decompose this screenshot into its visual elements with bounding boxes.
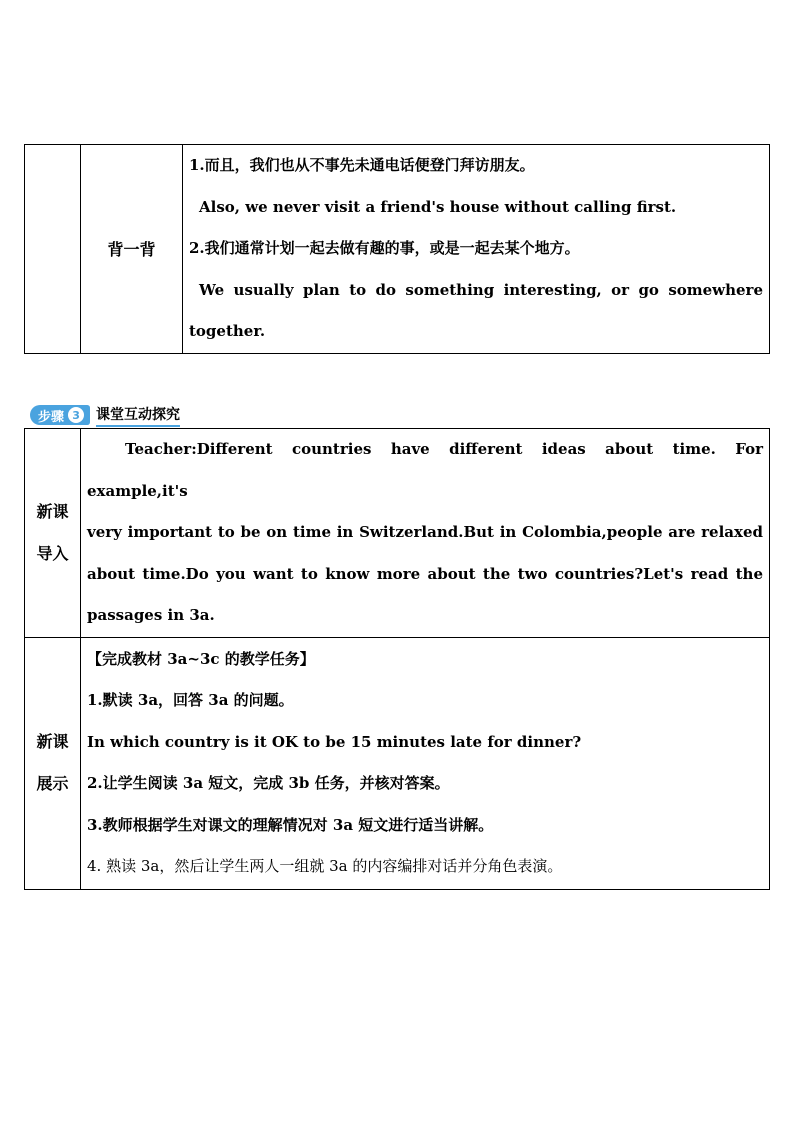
intro-label-line-2: 导入 xyxy=(36,543,69,563)
display-label xyxy=(25,637,81,889)
step-header xyxy=(30,404,180,426)
lesson-table xyxy=(24,428,770,890)
display-row xyxy=(25,637,770,889)
intro-label xyxy=(25,429,81,638)
step-badge xyxy=(30,405,90,425)
recite-content xyxy=(183,145,770,354)
display-line-3: In which country is it OK to be 15 minutes late for dinner? xyxy=(87,732,582,751)
step-prefix: 步骤 xyxy=(38,409,65,425)
display-line-4: 2.让学生阅读 3a 短文，完成 3b 任务，并核对答案。 xyxy=(87,774,450,792)
display-label-line-2: 展示 xyxy=(36,774,69,793)
intro-line-1: Teacher:Different countries have different ideas about time. For example,it's xyxy=(87,440,763,500)
recite-line-1: 1.而且，我们也从不事先未通电话便登门拜访朋友。 xyxy=(189,156,535,174)
recite-line-4: We usually plan to do something interesting, or go somewhere xyxy=(199,280,763,299)
recite-label: 背一背 xyxy=(81,145,183,354)
display-line-5: 3.教师根据学生对课文的理解情况对 3a 短文进行适当讲解。 xyxy=(87,815,494,834)
recite-row xyxy=(25,145,770,354)
intro-content xyxy=(81,429,770,638)
recite-line-5: together. xyxy=(189,322,266,340)
intro-line-2: very important to be on time in Switzerland.But in Colombia,people are relaxed xyxy=(87,523,763,541)
recite-line-3: 2.我们通常计划一起去做有趣的事，或是一起去某个地方。 xyxy=(189,239,580,257)
intro-row xyxy=(25,429,770,638)
empty-cell xyxy=(25,145,81,354)
recite-line-2: Also, we never visit a friend's house without calling first. xyxy=(199,197,677,216)
recite-table xyxy=(24,144,770,354)
intro-line-4: passages in 3a. xyxy=(87,606,215,624)
step-title: 课堂互动探究 xyxy=(96,404,180,427)
step-number: 3 xyxy=(68,407,84,423)
display-line-1: 【完成教材 3a~3c 的教学任务】 xyxy=(87,649,315,668)
intro-label-line-1: 新课 xyxy=(36,501,69,521)
intro-line-3: about time.Do you want to know more about the two countries?Let's read the xyxy=(87,564,763,583)
display-content xyxy=(81,637,770,889)
display-line-6: 4. 熟读 3a，然后让学生两人一组就 3a 的内容编排对话并分角色表演。 xyxy=(87,857,563,875)
display-label-line-1: 新课 xyxy=(36,732,69,751)
display-line-2: 1.默读 3a，回答 3a 的问题。 xyxy=(87,691,294,709)
